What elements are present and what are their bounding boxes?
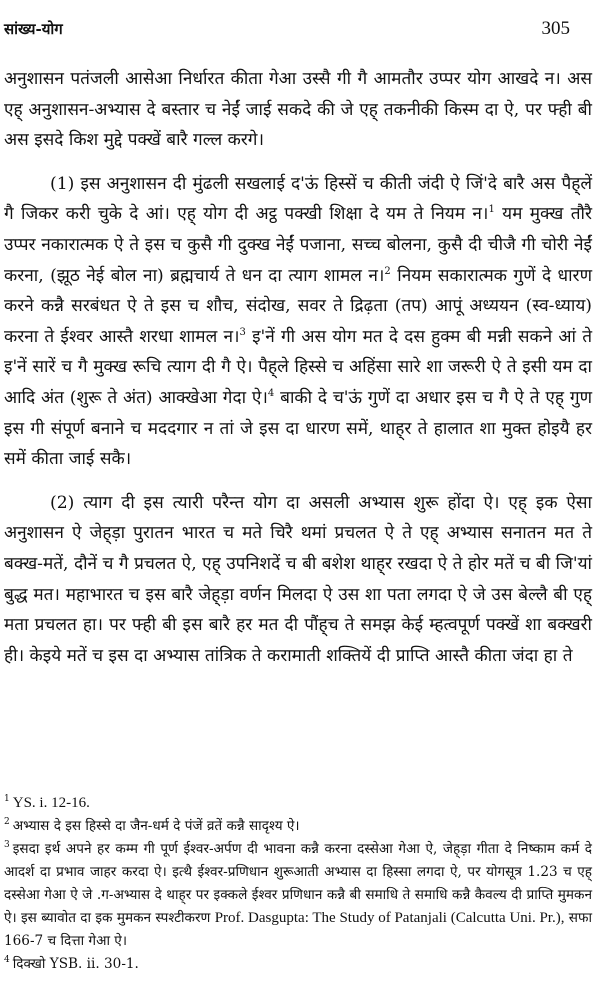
footnote-text: सफा 166-7 च दित्ता गेआ ऐ। — [4, 910, 592, 949]
paragraph-text: बाकी दे च'ऊं गुणें दा अधार इस च गै ऐ ते एह् गुण इस गी संपूर्ण बनाने च मददगार न तां जे इस दा धारण समें, थाह्‌र ते हालात शा मुक्त होइयै हर समें कीता जाई सकै। — [4, 387, 592, 470]
footnote-citation: Prof. Dasgupta: The Study of Patanjali (Calcutta Uni. Pr.), — [214, 910, 565, 926]
footnotes — [4, 792, 592, 976]
footnote-4 — [4, 953, 592, 976]
paragraph-text: यम मुक्ख तौरै उप्पर नकारात्मक ऐ ते इस च कुसै गी दुक्ख नेईं पजाना, सच्च बोलना, कुसै दी चीजै गी चोरी नेईं करना, (झूठ नेई बोल ना) ब्रह्मचार्य ते धन दा त्याग शामल न। — [4, 204, 592, 286]
footnote-text: दिक्खो YSB. ii. 30-1. — [12, 956, 139, 972]
paragraph-text: (1) इस अनुशासन दी मुंढली सखलाई द'ऊं हिस्सें च कीती जंदी ऐ जिं'दे बारै अस पैह्‌लें गै जिकर करी चुके दे आं। एह् योग दी अट्ठ पक्खी शिक्षा दे यम ते नियम न। — [4, 173, 592, 225]
paragraph-text: इ'नें गी अस योग मत दे दस हुक्म बी मन्नी सकने आं ते इ'नें सारें च गै मुक्ख रूचि त्याग दी गै ऐ। पैह्‌ले हिस्से च अहिंसा सारे शा जरूरी ऐ ते इसी यम दा आदि अंत (शुरू ते अंत) आक्खेआ गेदा ऐ। — [4, 326, 592, 408]
footnote-text: अभ्यास दे इस हिस्से दा जैन-धर्म दे पंजें व्रतें कन्नै सादृश्य ऐ। — [12, 818, 300, 834]
footnote-text: इसदा इर्थ अपने हर कम्म गी पूर्ण ईश्वर-अर्पण दी भावना कन्नै करना दस्सेआ गेआ ऐ, जेह्‌ड़ा गीता दे निष्काम कर्म दे आदर्श दा प्रभाव जाहर करदा ऐ। इत्थै ईश्वर-प्रणिधान शुरूआती अभ्यास दा हिस्सा लगदा ऐ, पर योगसूत्र 1.23 च एह् दस्सेआ गेआ ऐ जे .ग-अभ्यास दे थाह्‌र पर इक्कले ईश्वर प्रणिधान कन्नै बी समाधि ते समाधि कन्नै कैवल्य दी प्राप्ति मुमकन ऐ। इस ब्यावोत दा इक मुमकन स्पश्टीकरण — [4, 841, 592, 926]
footnote-text: YS. i. 12-16. — [12, 795, 90, 811]
page-number: 305 — [541, 18, 570, 39]
running-head: सांख्य-योग — [4, 20, 63, 38]
footnote-ref-3: 3 — [239, 326, 246, 338]
page-header — [4, 18, 570, 46]
footnote-1 — [4, 792, 592, 815]
body-text — [4, 64, 592, 671]
footnote-2 — [4, 815, 592, 838]
footnote-ref-1: 1 — [488, 204, 495, 216]
footnote-mark: 3 — [4, 840, 10, 850]
footnote-mark: 1 — [4, 794, 10, 804]
footnote-3 — [4, 838, 592, 953]
paragraph-intro: अनुशासन पतंजली आसेआ निर्धारत कीता गेआ उस्सै गी गै आमतौर उप्पर योग आखदे न। अस एह् अनुशासन-अभ्यास दे बस्तार च नेईं जाई सकदे की जे एह् तकनीकी किस्म दा ऐ, पर फ्ही बी अस इसदे किश मुद्दे पक्खें बारै गल्ल करगे। — [4, 69, 592, 151]
paragraph-preparation — [4, 169, 592, 475]
paragraph-text: नियम सकारात्मक गुणें दे धारण करने कन्नै सरबंधत ऐ ते इस च शौच, संदोख, सवर ते द्रिढ़ता (तप) आपूं अध्ययन (स्व-ध्याय) करना ते ईश्वर आस्तै शरधा शामल न। — [4, 265, 593, 347]
footnote-mark: 4 — [4, 955, 10, 965]
footnote-ref-4: 4 — [267, 387, 275, 399]
footnote-ref-2: 2 — [384, 265, 391, 277]
paragraph-practice: (2) त्याग दी इस त्यारी परैन्त योग दा असली अभ्यास शुरू होंदा ऐ। एह् इक ऐसा अनुशासन ऐ जेह्‌ड़ा पुरातन भारत च मते चिरै थमां प्रचलत ऐ ते एह् अभ्यास सनातन मत ते बक्ख-मतें, दौनें च गै प्रचलत ऐ, एह् उपनिशदें च बी बशेश थाह्‌र रखदा ऐ ते होर मतें च बी जि'यां बुद्ध मत। महाभारत च इस बारै जेह्‌ड़ा वर्णन मिलदा ऐ उस शा पता लगदा ऐ जे उस बेल्लै बी एह् मता प्रचलत हा। पर फ्ही बी इस बारै हर मत दी पौंह्‌च ते समझ केई म्हत्वपूर्ण पक्खें शा बक्खरी ही। केइये मतें च इस दा अभ्यास तांत्रिक ते करामाती शक्तियें दी प्राप्ति आस्तै कीता जंदा हा ते — [4, 492, 592, 666]
footnote-mark: 2 — [4, 817, 10, 827]
